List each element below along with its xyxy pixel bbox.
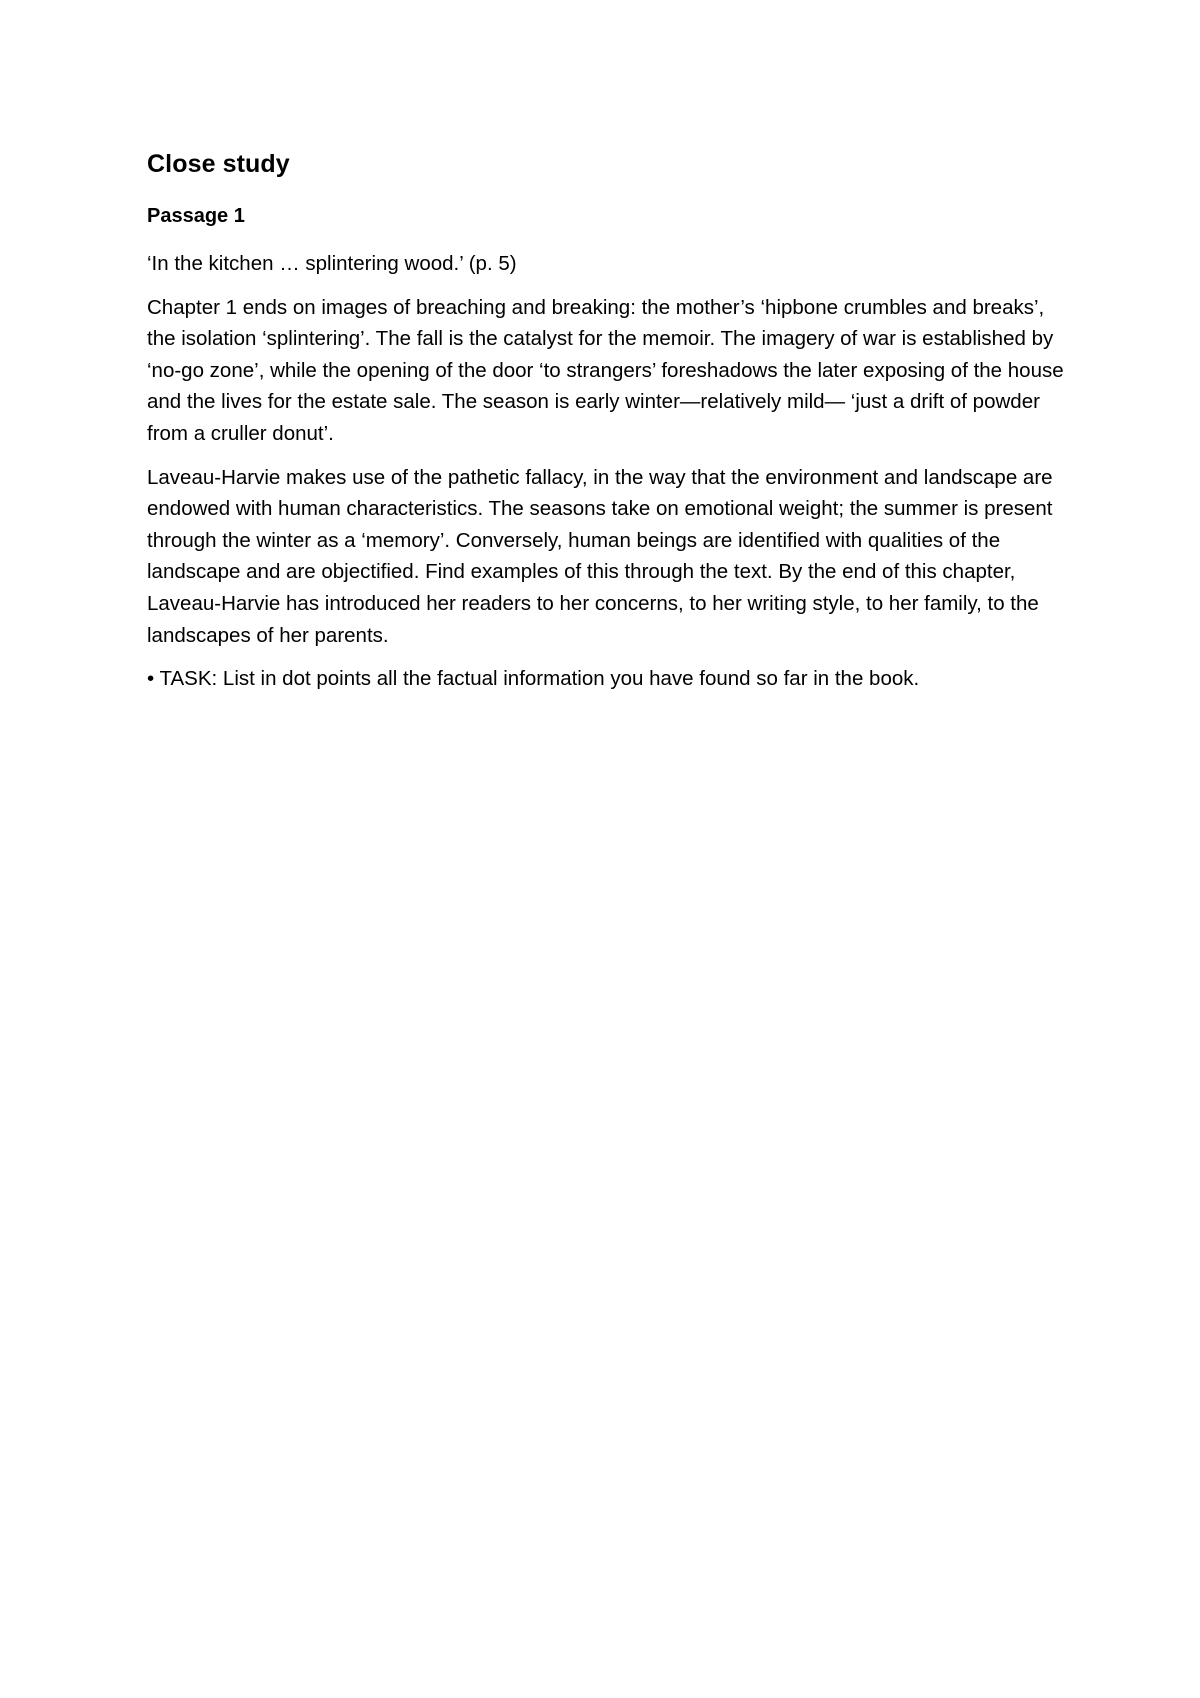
passage-citation: ‘In the kitchen … splintering wood.’ (p. 5)	[147, 252, 517, 275]
paragraph-pathetic-fallacy: Laveau-Harvie makes use of the pathetic fallacy, in the way that the environment and landscape are endowed with human characteristics. The seasons take on emotional weight; the summer is present through the winter as a ‘memory’. Conversely, human beings are identified with qualities of the landscape and are objectified. Find examples of this through the text. By the end of this chapter, Laveau-Harvie has introduced her readers to her concerns, to her writing style, to her family, to the landscapes of her parents.	[147, 465, 1053, 647]
document-content	[147, 148, 1067, 707]
document-title: Close study	[147, 150, 290, 178]
paragraph-chapter-summary: Chapter 1 ends on images of breaching and breaking: the mother’s ‘hipbone crumbles and breaks’, the isolation ‘splintering’. The fall is the catalyst for the memoir. The imagery of war is established by ‘no-go zone’, while the opening of the door ‘to strangers’ foreshadows the later exposing of the house and the lives for the estate sale. The season is early winter—relatively mild— ‘just a drift of powder from a cruller donut’.	[147, 295, 1064, 445]
passage-heading: Passage 1	[147, 205, 245, 227]
task-instruction: • TASK: List in dot points all the factual information you have found so far in the book.	[147, 667, 920, 691]
